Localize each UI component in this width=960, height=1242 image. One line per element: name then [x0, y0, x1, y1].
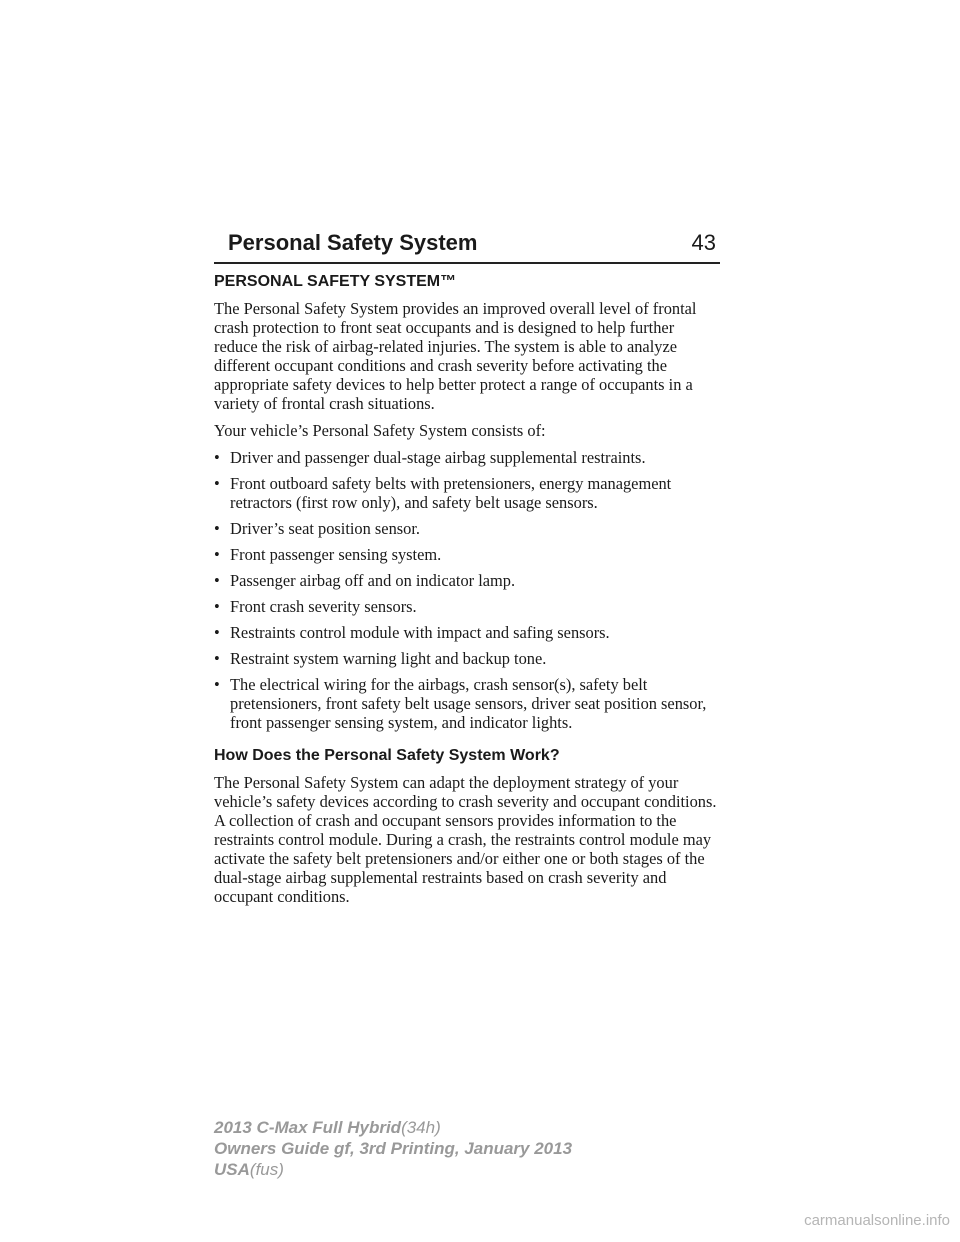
list-item: [214, 675, 720, 732]
page-content: [214, 272, 720, 914]
footer-line-3: [214, 1159, 572, 1180]
footer-market-code: (fus): [249, 1160, 284, 1179]
bullet: •: [214, 519, 220, 538]
consists-of-paragraph: Your vehicle’s Personal Safety System consists of:: [214, 421, 546, 440]
list-item: [214, 448, 720, 467]
list-item-text: Driver and passenger dual-stage airbag supplemental restraints.: [230, 448, 646, 467]
list-item-text: Restraint system warning light and backup tone.: [230, 649, 547, 668]
bullet: •: [214, 545, 220, 564]
how-it-works-paragraph: The Personal Safety System can adapt the deployment strategy of your vehicle’s safety devices according to crash severity and occupant conditions. A collection of crash and occupant sensors provides information to the restraints control module. During a crash, the restraints control module may activate the safety belt pretensioners and/or either one or both stages of the dual-stage airbag supplemental restraints based on crash severity and occupant conditions.: [214, 773, 717, 906]
chapter-title: Personal Safety System: [228, 230, 478, 255]
footer-line-1: [214, 1117, 572, 1138]
list-item: [214, 649, 720, 668]
watermark: carmanualsonline.info: [804, 1212, 950, 1229]
footer-line-2: Owners Guide gf, 3rd Printing, January 2013: [214, 1139, 573, 1158]
footer-model: 2013 C-Max Full Hybrid: [214, 1118, 402, 1137]
list-item-text: Front passenger sensing system.: [230, 545, 442, 564]
component-list: [214, 448, 720, 732]
intro-paragraph: The Personal Safety System provides an improved overall level of frontal crash protection to front seat occupants and is designed to help further reduce the risk of airbag-related injuries. The system is able to analyze different occupant conditions and crash severity before activating the appropriate safety devices to help better protect a range of occupants in a variety of frontal crash situations.: [214, 299, 697, 413]
bullet: •: [214, 448, 220, 467]
list-item: [214, 623, 720, 642]
bullet: •: [214, 675, 220, 694]
footer-market: USA: [214, 1160, 250, 1179]
list-item: [214, 571, 720, 590]
list-item: [214, 474, 720, 512]
list-item-text: Restraints control module with impact and safing sensors.: [230, 623, 610, 642]
page-footer: [214, 1117, 572, 1180]
list-item: [214, 597, 720, 616]
footer-model-code: (34h): [401, 1118, 441, 1137]
page-header: [214, 228, 720, 264]
list-item-text: Driver’s seat position sensor.: [230, 519, 420, 538]
list-item-text: Front crash severity sensors.: [230, 597, 417, 616]
list-item-text: Front outboard safety belts with pretensioners, energy management retractors (first row only), and safety belt usage sensors.: [230, 474, 672, 512]
bullet: •: [214, 571, 220, 590]
list-item: [214, 545, 720, 564]
bullet: •: [214, 649, 220, 668]
list-item-text: The electrical wiring for the airbags, crash sensor(s), safety belt pretensioners, front safety belt usage sensors, driver seat position sensor, front passenger sensing system, and indicator lights.: [230, 675, 707, 732]
list-item: [214, 519, 720, 538]
section-heading: PERSONAL SAFETY SYSTEM™: [214, 273, 457, 290]
page-number: 43: [691, 230, 716, 255]
bullet: •: [214, 474, 220, 493]
subsection-heading: How Does the Personal Safety System Work?: [214, 747, 560, 764]
list-item-text: Passenger airbag off and on indicator lamp.: [230, 571, 516, 590]
bullet: •: [214, 623, 220, 642]
bullet: •: [214, 597, 220, 616]
